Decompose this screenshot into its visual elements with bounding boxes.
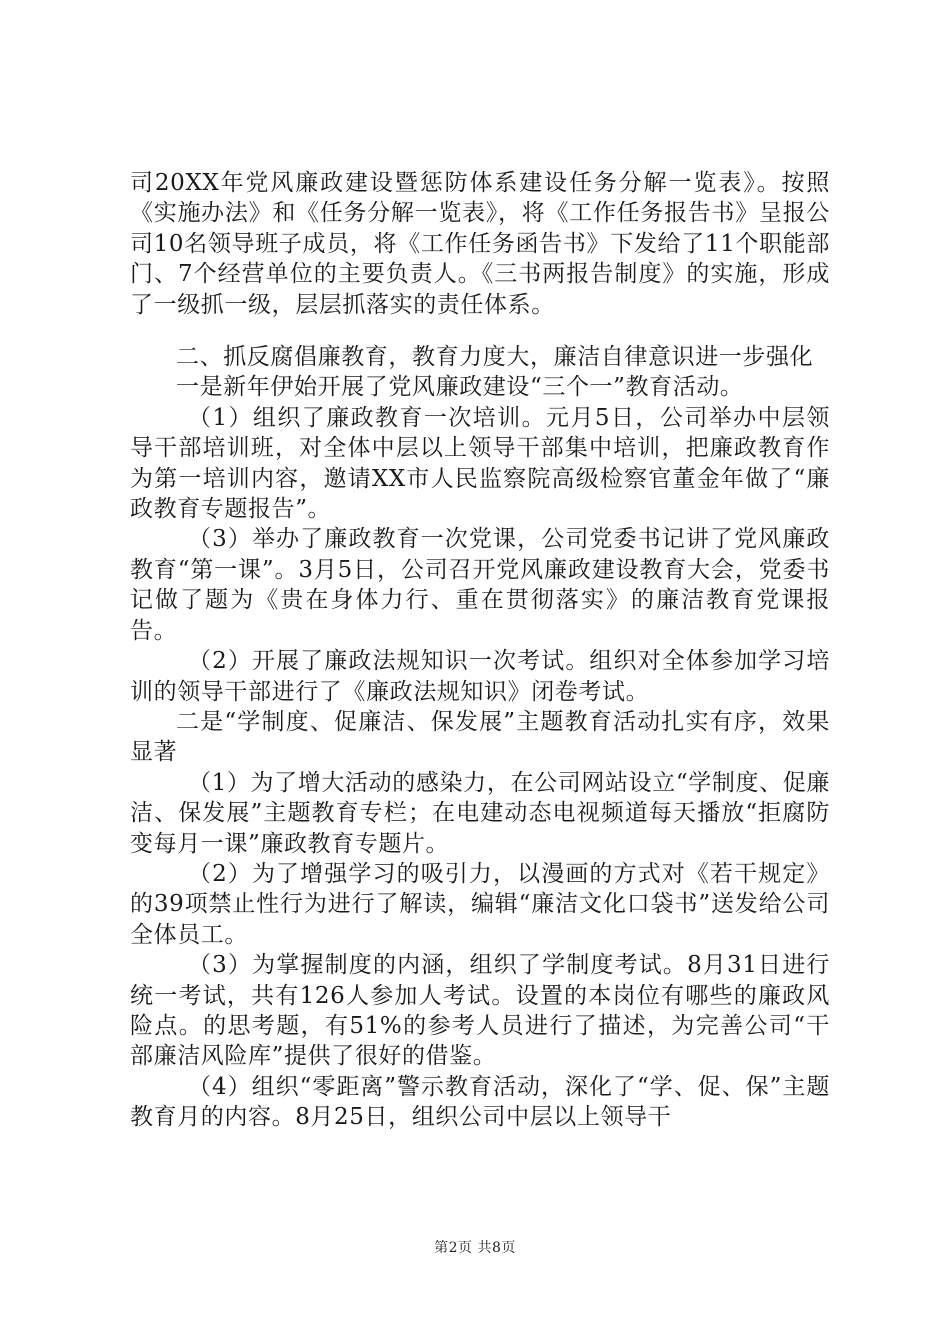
paragraph: （2）开展了廉政法规知识一次考试。组织对全体参加学习培训的领导干部进行了《廉政法规知识》闭卷考试。 <box>130 648 830 705</box>
paragraph-continuation: 司20XX年党风廉政建设暨惩防体系建设任务分解一览表》。按照《实施办法》和《任务分解一览表》，将《工作任务报告书》呈报公司10名领导班子成员，将《工作任务函告书》下发给了11个职能部门、7个经营单位的主要负责人。《三书两报告制度》的实施，形成了一级抓一级，层层抓落实的责任体系。 <box>130 170 830 318</box>
section-heading: 二、抓反腐倡廉教育，教育力度大，廉洁自律意识进一步强化 <box>176 344 814 371</box>
paragraph: 二是“学制度、促廉洁、保发展”主题教育活动扎实有序，效果显著 <box>130 708 830 766</box>
paragraph: （3）举办了廉政教育一次党课，公司党委书记讲了党风廉政教育“第一课”。3月5日，公司召开党风廉政建设教育大会，党委书记做了题为《贵在身体力行、重在贯彻落实》的廉洁教育党课报告。 <box>130 526 830 644</box>
paragraph: （3）为掌握制度的内涵，组织了学制度考试。8月31日进行统一考试，共有126人参加人考试。设置的本岗位有哪些的廉政风险点。的思考题，有51%的参考人员进行了描述，为完善公司“干部廉洁风险库”提供了很好的借鉴。 <box>130 952 830 1070</box>
paragraph: 一是新年伊始开展了党风廉政建设“三个一”教育活动。 <box>176 374 744 401</box>
page-number-footer: 第2页 共8页 <box>434 1240 516 1256</box>
paragraph: （1）组织了廉政教育一次培训。元月5日，公司举办中层领导干部培训班，对全体中层以上领导干部集中培训，把廉政教育作为第一培训内容，邀请XX市人民监察院高级检察官董金年做了“廉政教育专题报告”。 <box>130 404 830 523</box>
document-body <box>130 168 830 1133</box>
paragraph: （1）为了增大活动的感染力，在公司网站设立“学制度、促廉洁、保发展”主题教育专栏；在电建动态电视频道每天播放“拒腐防变每月一课”廉政教育专题片。 <box>130 769 830 857</box>
paragraph: （2）为了增强学习的吸引力，以漫画的方式对《若干规定》的39项禁止性行为进行了解读，编辑“廉洁文化口袋书”送发给公司全体员工。 <box>130 860 830 948</box>
paragraph: （4）组织“零距离”警示教育活动，深化了“学、促、保”主题教育月的内容。8月25日，组织公司中层以上领导干 <box>130 1073 830 1131</box>
